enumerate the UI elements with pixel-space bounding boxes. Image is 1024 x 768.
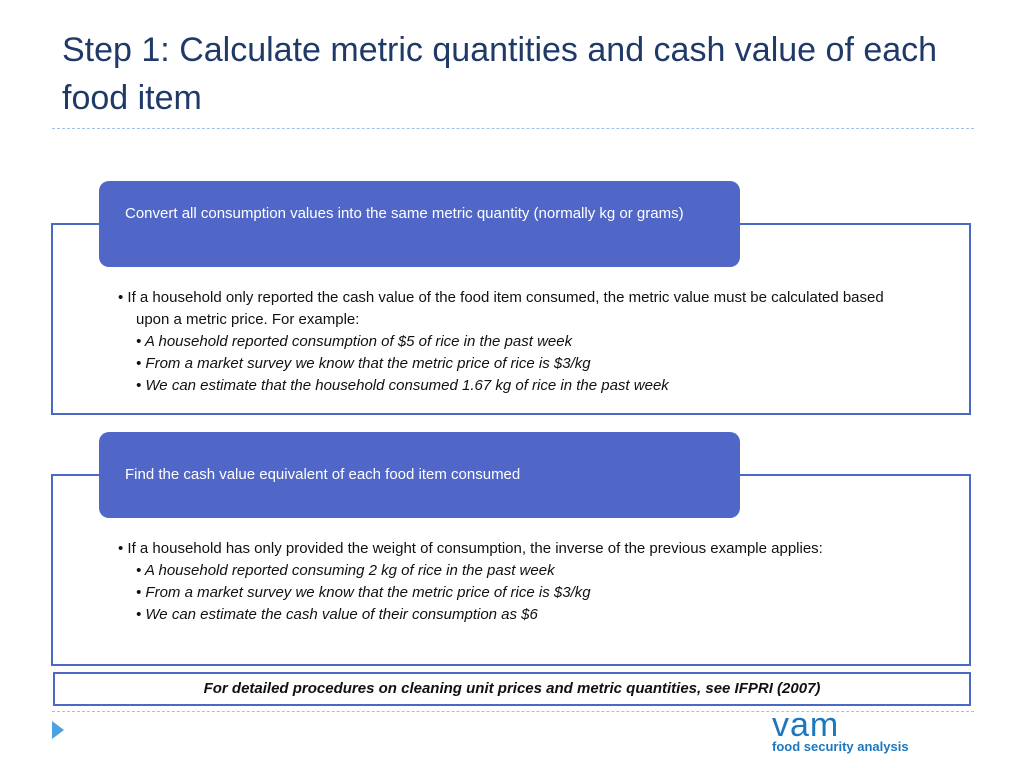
section-2-bullet: • If a household has only provided the weight of consumption, the inverse of the previous example applies: bbox=[118, 540, 823, 557]
section-2-header bbox=[99, 432, 740, 518]
logo-tagline: food security analysis bbox=[772, 739, 909, 754]
title-divider bbox=[52, 128, 974, 129]
section-2-subbullet-1-text: A household reported consuming 2 kg of rice in the past week bbox=[144, 562, 555, 579]
logo-word: vam bbox=[772, 706, 840, 744]
section-1-bullet-text: If a household only reported the cash value of the food item consumed, the metric value must be calculated based upon a metric price. For example: bbox=[127, 289, 884, 328]
section-2-subbullet-3: • We can estimate the cash value of their consumption as $6 bbox=[136, 606, 538, 623]
section-2-bullets bbox=[118, 538, 918, 626]
section-2-subbullet-2: • From a market survey we know that the metric price of rice is $3/kg bbox=[136, 584, 591, 601]
section-1-subbullet-3: • We can estimate that the household consumed 1.67 kg of rice in the past week bbox=[136, 377, 669, 394]
section-1-subbullet-1: • A household reported consumption of $5 of rice in the past week bbox=[136, 333, 573, 350]
section-2-bullet-text: If a household has only provided the weight of consumption, the inverse of the previous example applies: bbox=[127, 540, 823, 557]
section-2-subbullet-3-text: We can estimate the cash value of their consumption as $6 bbox=[145, 606, 538, 623]
section-2-header-text: Find the cash value equivalent of each food item consumed bbox=[125, 466, 521, 483]
section-1-header bbox=[99, 181, 740, 267]
play-icon[interactable] bbox=[52, 721, 64, 739]
vam-logo bbox=[772, 708, 909, 754]
section-1-subbullet-1-text: A household reported consumption of $5 of rice in the past week bbox=[144, 333, 573, 350]
section-1-header-text: Convert all consumption values into the same metric quantity (normally kg or grams) bbox=[125, 205, 684, 222]
section-2-subbullet-1: • A household reported consuming 2 kg of rice in the past week bbox=[136, 562, 555, 579]
section-1-bullet: • If a household only reported the cash value of the food item consumed, the metric value must be calculated based upon a metric price. For example: bbox=[118, 289, 884, 328]
section-1-subbullet-2-text: From a market survey we know that the metric price of rice is $3/kg bbox=[145, 355, 591, 372]
section-1-subbullet-2: • From a market survey we know that the metric price of rice is $3/kg bbox=[136, 355, 591, 372]
slide-title: Step 1: Calculate metric quantities and cash value of each food item bbox=[62, 31, 938, 117]
section-1-bullets bbox=[118, 287, 918, 397]
section-2-subbullet-2-text: From a market survey we know that the metric price of rice is $3/kg bbox=[145, 584, 591, 601]
section-1-subbullet-3-text: We can estimate that the household consumed 1.67 kg of rice in the past week bbox=[145, 377, 669, 394]
reference-note: For detailed procedures on cleaning unit prices and metric quantities, see IFPRI (2007) bbox=[53, 672, 971, 706]
